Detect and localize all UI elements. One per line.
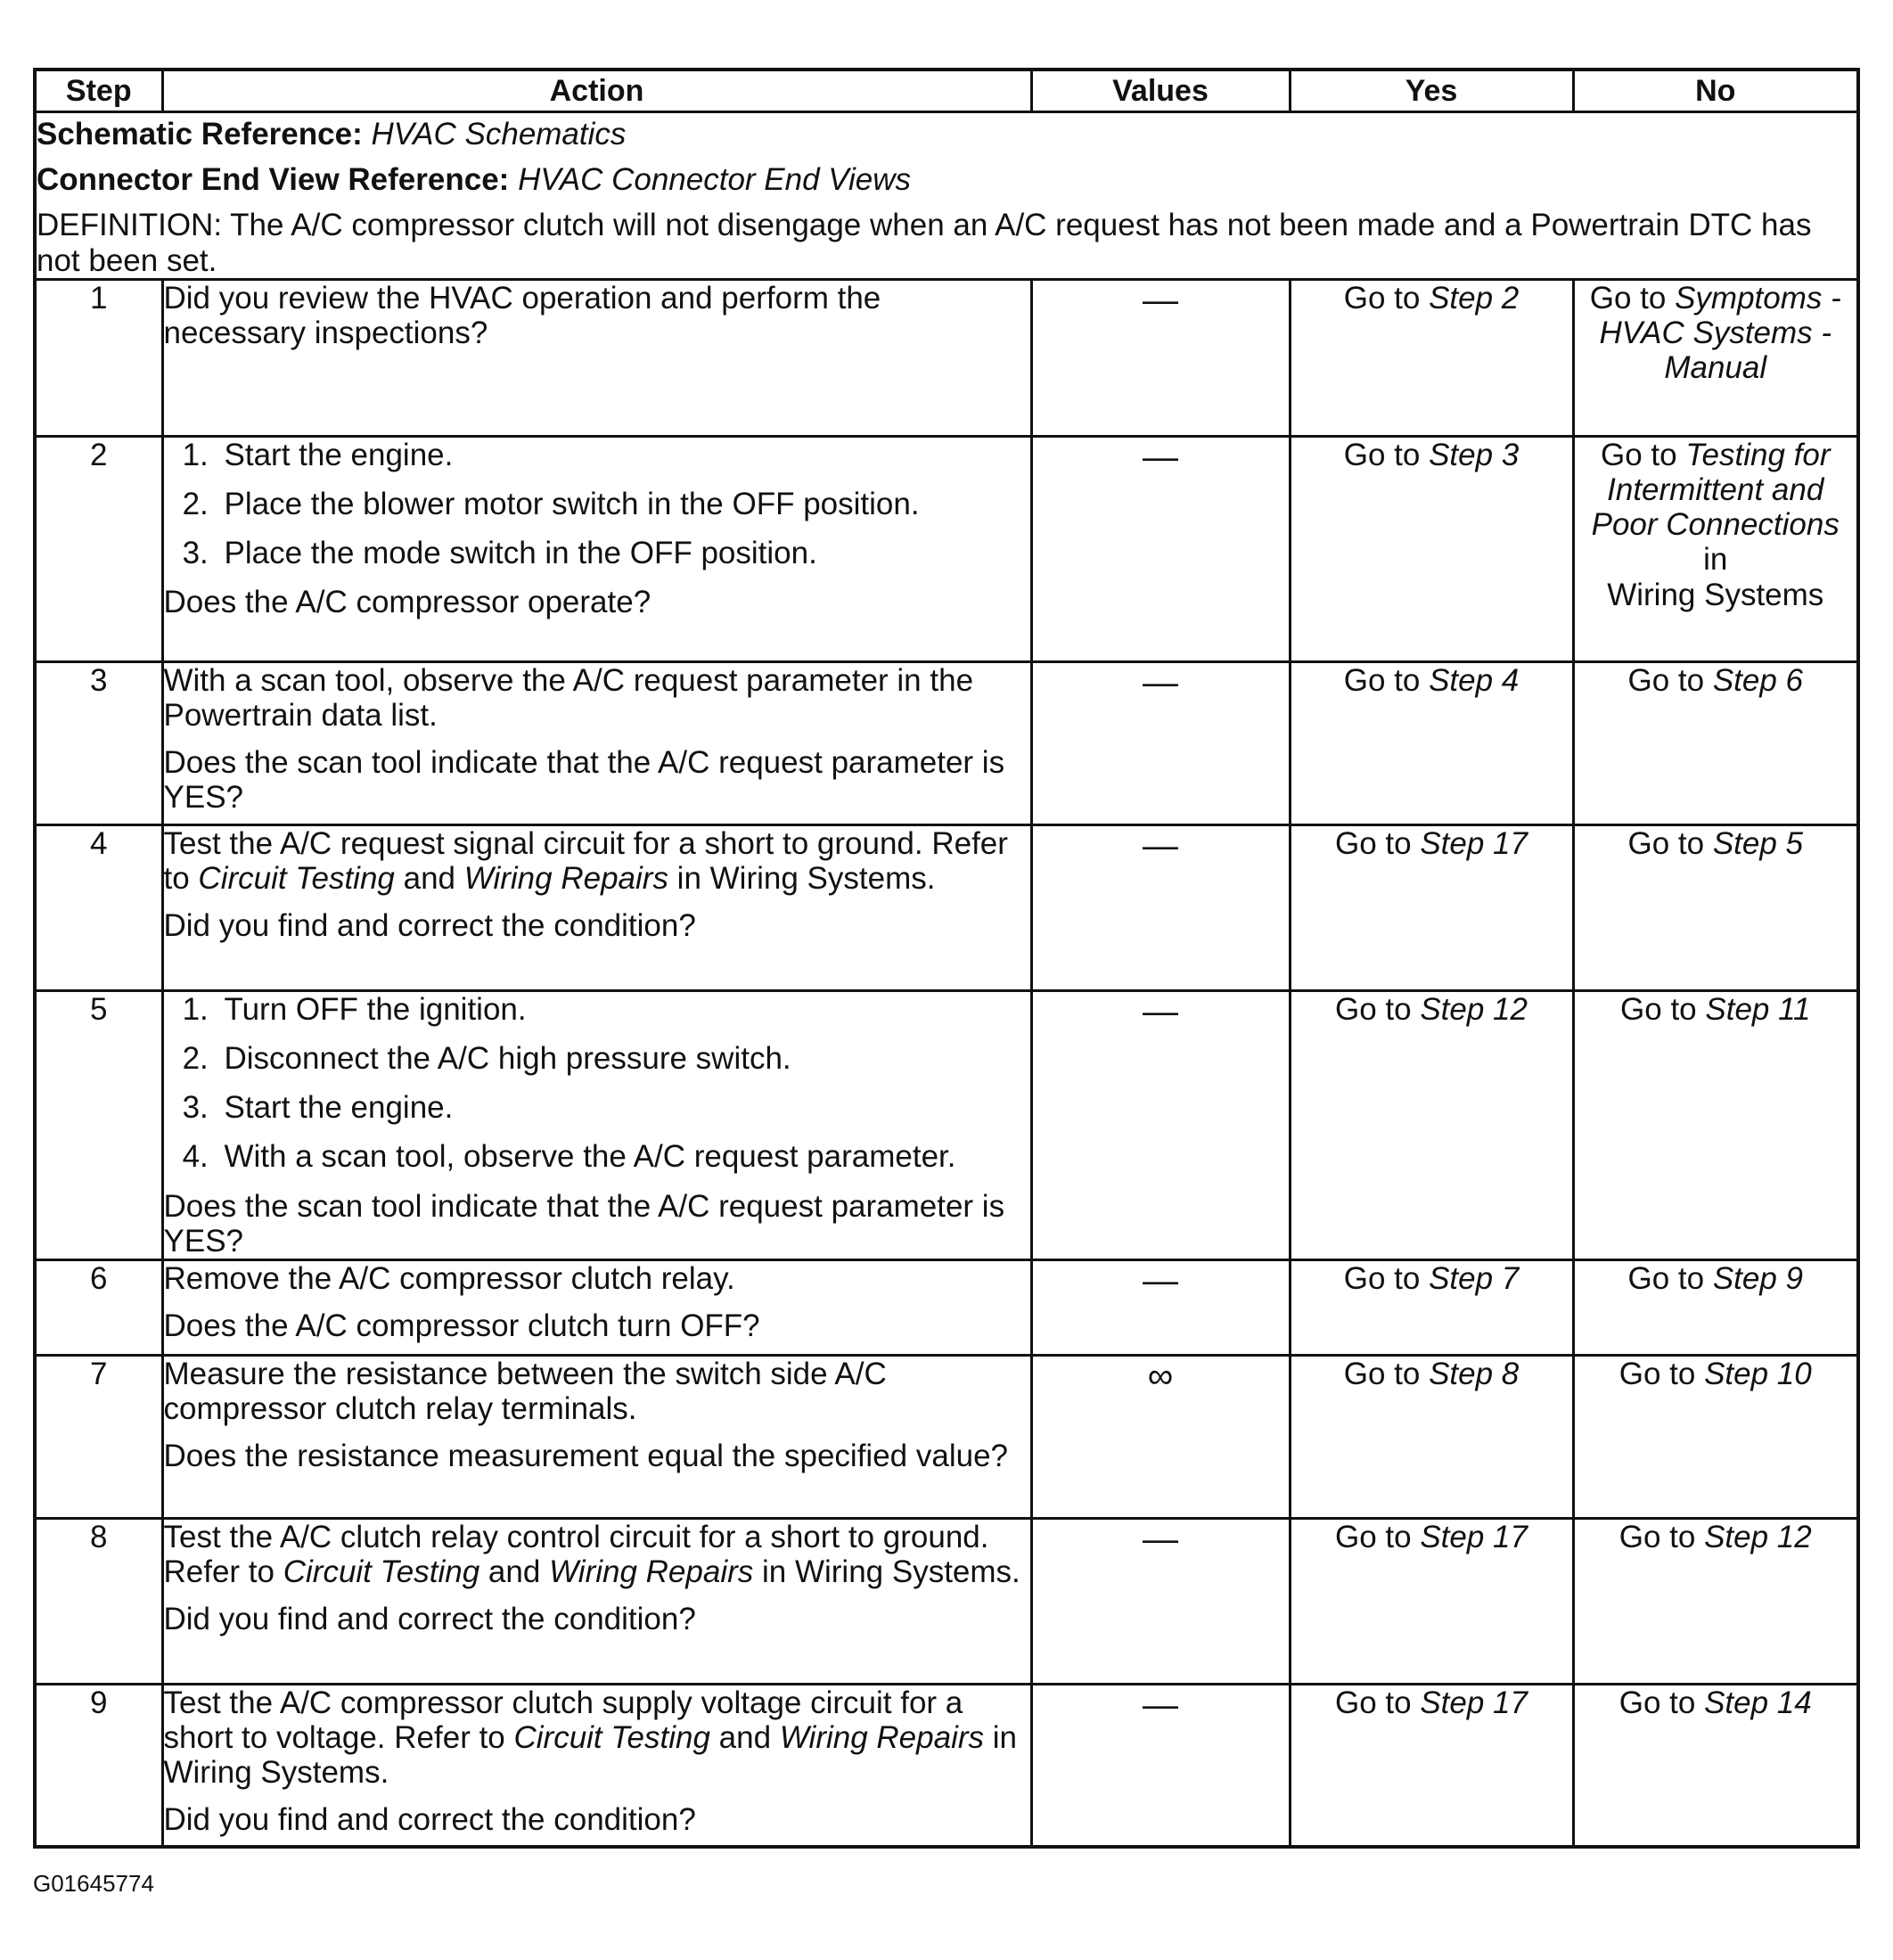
circuit-testing-link[interactable]: Circuit Testing [513, 1720, 710, 1756]
header-values: Values [1031, 70, 1290, 112]
step-action [162, 990, 1031, 1259]
yes-link[interactable]: Step 8 [1429, 1356, 1520, 1391]
header-no: No [1573, 70, 1858, 112]
step-action [162, 1355, 1031, 1518]
reference-cell [35, 112, 1858, 280]
step-value: — [1031, 279, 1290, 436]
step-no [1573, 279, 1858, 436]
action-question: Does the A/C compressor clutch turn OFF? [163, 1308, 760, 1344]
action-list [164, 992, 1030, 1175]
yes-prefix: Go to [1343, 280, 1430, 316]
no-link[interactable]: Step 9 [1712, 1260, 1804, 1296]
step-row-3 [35, 661, 1858, 824]
no-link[interactable]: Symptoms - HVAC Systems - Manual [1599, 280, 1841, 386]
yes-link[interactable]: Step 17 [1420, 1519, 1528, 1554]
step-no [1573, 1355, 1858, 1518]
step-value: — [1031, 1259, 1290, 1355]
connector-reference-label: Connector End View Reference: [37, 162, 510, 198]
yes-prefix: Go to [1335, 1685, 1421, 1720]
yes-prefix: Go to [1335, 1519, 1421, 1554]
step-action [162, 824, 1031, 990]
step-value: — [1031, 990, 1290, 1259]
step-row-6 [35, 1259, 1858, 1355]
step-yes [1290, 279, 1573, 436]
no-link[interactable]: Step 11 [1705, 991, 1811, 1027]
yes-prefix: Go to [1343, 437, 1430, 472]
no-prefix: Go to [1627, 825, 1713, 861]
definition-text: DEFINITION: The A/C compressor clutch will not disengage when an A/C request has not been made and a Powertrain DTC has not been set. [37, 208, 1812, 278]
step-number: 8 [35, 1518, 162, 1684]
step-number: 7 [35, 1355, 162, 1518]
yes-prefix: Go to [1335, 825, 1421, 861]
step-yes [1290, 1355, 1573, 1518]
step-action [162, 1518, 1031, 1684]
action-text-part: Test the A/C clutch relay control circuit for a short to ground. Refer to [163, 1519, 989, 1590]
wiring-repairs-link[interactable]: Wiring Repairs [549, 1554, 754, 1590]
step-no [1573, 990, 1858, 1259]
no-link[interactable]: Step 6 [1712, 662, 1804, 698]
no-link[interactable]: Testing for Intermittent and Poor Connections [1591, 437, 1840, 543]
step-row-1 [35, 279, 1858, 436]
step-row-4 [35, 824, 1858, 990]
no-prefix: Go to [1627, 1260, 1713, 1296]
step-action [162, 436, 1031, 661]
connector-reference [37, 162, 1856, 197]
step-action [162, 661, 1031, 824]
step-action [162, 1684, 1031, 1847]
step-yes [1290, 1684, 1573, 1847]
step-value: — [1031, 436, 1290, 661]
step-yes [1290, 1259, 1573, 1355]
action-text: With a scan tool, observe the A/C request parameter in the Powertrain data list. [163, 662, 974, 733]
no-suffix: Wiring Systems [1607, 577, 1824, 612]
schematic-reference-link[interactable]: HVAC Schematics [371, 117, 627, 152]
step-value: — [1031, 824, 1290, 990]
header-row [35, 70, 1858, 112]
step-row-7 [35, 1355, 1858, 1518]
step-no [1573, 824, 1858, 990]
no-link[interactable]: Step 5 [1712, 825, 1804, 861]
step-yes [1290, 661, 1573, 824]
action-list-item: 3. Start the engine. [217, 1090, 1030, 1125]
no-prefix: Go to [1620, 991, 1706, 1027]
action-question: Did you find and correct the condition? [163, 908, 696, 944]
action-text-part: and [394, 860, 464, 896]
action-question: Does the scan tool indicate that the A/C request parameter is YES? [163, 745, 1005, 816]
no-mid: in [1703, 542, 1728, 578]
action-text-part: Test the A/C compressor clutch supply voltage circuit for a short to voltage. Refer to [163, 1685, 963, 1756]
step-number: 5 [35, 990, 162, 1259]
action-list [164, 438, 1030, 571]
action-list-item: 4. With a scan tool, observe the A/C request parameter. [217, 1139, 1030, 1174]
step-row-9 [35, 1684, 1858, 1847]
step-number: 6 [35, 1259, 162, 1355]
yes-link[interactable]: Step 12 [1420, 991, 1528, 1027]
header-yes: Yes [1290, 70, 1573, 112]
step-value: — [1031, 661, 1290, 824]
action-text: Measure the resistance between the switch side A/C compressor clutch relay terminals. [163, 1356, 887, 1427]
action-text-part: Test the A/C request signal circuit for a short to ground. Refer to [163, 825, 1008, 896]
no-prefix: Go to [1618, 1685, 1705, 1720]
schematic-reference-label: Schematic Reference: [37, 117, 363, 152]
step-number: 4 [35, 824, 162, 990]
yes-link[interactable]: Step 4 [1429, 662, 1520, 698]
header-step: Step [35, 70, 162, 112]
action-text-part: in Wiring Systems. [163, 1720, 1017, 1791]
step-action [162, 279, 1031, 436]
yes-link[interactable]: Step 17 [1420, 1685, 1528, 1720]
step-action [162, 1259, 1031, 1355]
step-value: — [1031, 1684, 1290, 1847]
action-text [164, 1685, 1030, 1791]
figure-id: G01645774 [33, 1870, 154, 1897]
step-yes [1290, 824, 1573, 990]
yes-prefix: Go to [1343, 1260, 1430, 1296]
action-text [164, 826, 1030, 896]
step-value: — [1031, 1518, 1290, 1684]
step-yes [1290, 1518, 1573, 1684]
step-yes [1290, 990, 1573, 1259]
step-yes [1290, 436, 1573, 661]
step-number: 2 [35, 436, 162, 661]
circuit-testing-link[interactable]: Circuit Testing [198, 860, 395, 896]
schematic-reference [37, 117, 1856, 152]
step-row-5 [35, 990, 1858, 1259]
diagnostic-table [33, 68, 1860, 1849]
action-text-part: and [479, 1554, 550, 1590]
action-question: Did you find and correct the condition? [163, 1802, 696, 1838]
action-question: Does the A/C compressor operate? [163, 585, 651, 620]
action-text-part: in Wiring Systems. [753, 1554, 1020, 1590]
no-prefix: Go to [1589, 280, 1676, 316]
diagnostic-table-sheet [33, 68, 1856, 1849]
step-row-2 [35, 436, 1858, 661]
step-no [1573, 1518, 1858, 1684]
reference-row [35, 112, 1858, 280]
no-link[interactable]: Step 10 [1704, 1356, 1812, 1391]
action-list-item: 3. Place the mode switch in the OFF position. [217, 536, 1030, 570]
no-prefix: Go to [1601, 437, 1686, 472]
yes-prefix: Go to [1343, 662, 1430, 698]
yes-link[interactable]: Step 7 [1429, 1260, 1520, 1296]
connector-reference-link[interactable]: HVAC Connector End Views [518, 162, 912, 198]
no-link[interactable]: Step 14 [1704, 1685, 1812, 1720]
step-no [1573, 1259, 1858, 1355]
yes-link[interactable]: Step 3 [1429, 437, 1520, 472]
yes-link[interactable]: Step 17 [1420, 825, 1528, 861]
action-question: Does the resistance measurement equal the specified value? [163, 1439, 1008, 1474]
action-text [164, 1520, 1030, 1589]
step-number: 1 [35, 279, 162, 436]
wiring-repairs-link[interactable]: Wiring Repairs [463, 860, 668, 896]
action-text-part: and [709, 1720, 780, 1756]
no-prefix: Go to [1618, 1356, 1705, 1391]
yes-prefix: Go to [1343, 1356, 1430, 1391]
no-prefix: Go to [1627, 662, 1713, 698]
step-row-8 [35, 1518, 1858, 1684]
yes-link[interactable]: Step 2 [1429, 280, 1520, 316]
no-prefix: Go to [1618, 1519, 1705, 1554]
action-text-part: in Wiring Systems. [668, 860, 936, 896]
action-question: Does the scan tool indicate that the A/C request parameter is YES? [163, 1188, 1005, 1259]
action-list-item: 1. Turn OFF the ignition. [217, 992, 1030, 1027]
action-text: Did you review the HVAC operation and perform the necessary inspections? [163, 280, 881, 350]
yes-prefix: Go to [1335, 991, 1421, 1027]
step-no [1573, 661, 1858, 824]
step-number: 3 [35, 661, 162, 824]
step-no [1573, 1684, 1858, 1847]
action-question: Did you find and correct the condition? [163, 1602, 696, 1637]
step-number: 9 [35, 1684, 162, 1847]
wiring-repairs-link[interactable]: Wiring Repairs [779, 1720, 985, 1756]
circuit-testing-link[interactable]: Circuit Testing [283, 1554, 480, 1590]
header-action: Action [162, 70, 1031, 112]
action-list-item: 2. Place the blower motor switch in the OFF position. [217, 487, 1030, 521]
step-no [1573, 436, 1858, 661]
no-link[interactable]: Step 12 [1704, 1519, 1812, 1554]
action-list-item: 1. Start the engine. [217, 438, 1030, 472]
action-list-item: 2. Disconnect the A/C high pressure switch. [217, 1041, 1030, 1076]
action-text: Remove the A/C compressor clutch relay. [163, 1260, 735, 1296]
step-value: ∞ [1031, 1355, 1290, 1518]
